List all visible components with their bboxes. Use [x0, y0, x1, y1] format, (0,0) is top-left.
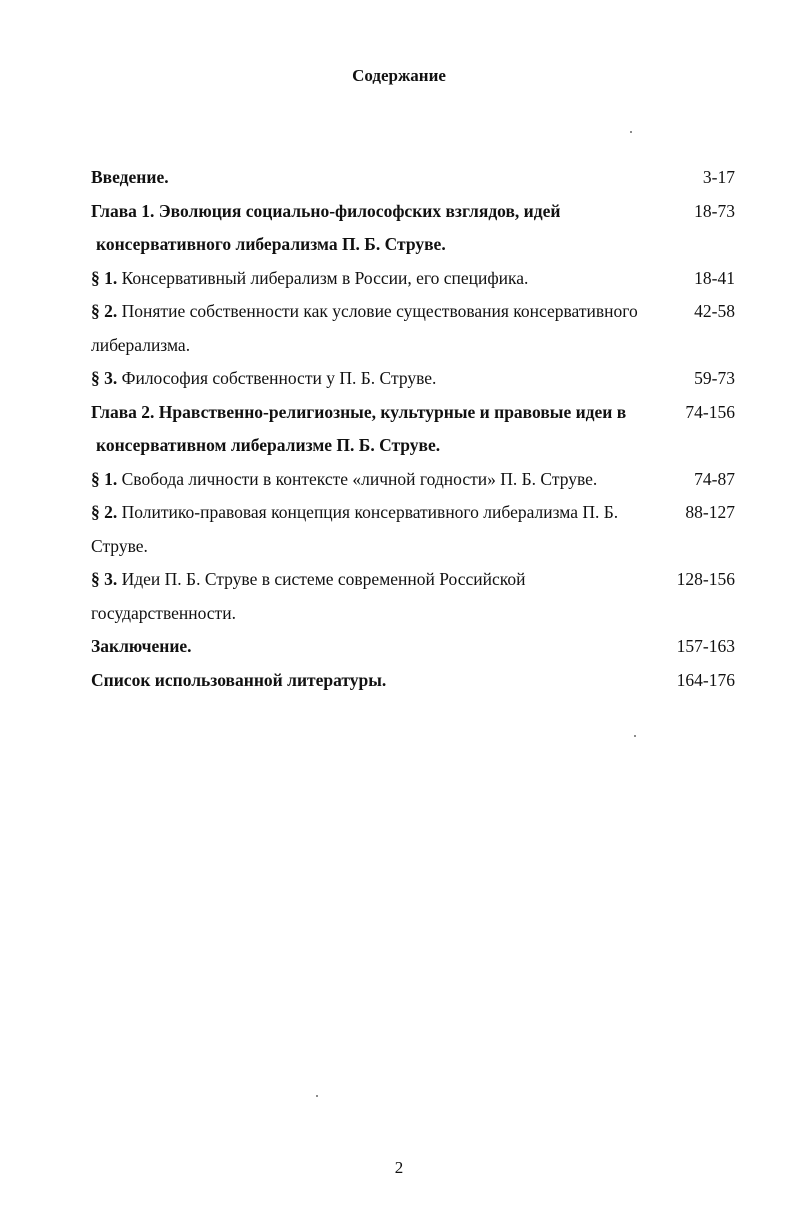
- toc-entry: [91, 563, 735, 630]
- toc-entry: [91, 295, 735, 362]
- toc-entry-text: [91, 262, 735, 296]
- toc-entry-title: Понятие собственности как условие существования консервативного: [121, 301, 638, 321]
- toc-entry-text: [91, 228, 735, 262]
- toc-entry-text: [91, 295, 735, 329]
- toc-entry-pages: 157-163: [676, 636, 735, 656]
- toc-entry-text: [91, 362, 735, 396]
- toc-entry-pages: 18-73: [694, 200, 735, 221]
- scan-speck: [316, 1095, 318, 1097]
- toc-entry: [91, 463, 735, 497]
- toc-entry-title: Глава 1. Эволюция социально-философских взглядов, идей: [91, 200, 561, 221]
- toc-entry-title: Идеи П. Б. Струве в системе современной Российской: [121, 569, 526, 589]
- toc-entry-title: консервативного либерализма П. Б. Струве.: [96, 234, 446, 254]
- toc-entry-text: [91, 329, 735, 363]
- toc-entry-title: Заключение.: [91, 636, 192, 656]
- toc-entry-title: Глава 2. Нравственно-религиозные, культурные и правовые идеи в: [91, 401, 627, 422]
- toc-entry-pages: 128-156: [676, 569, 735, 589]
- toc-entry: [91, 396, 735, 463]
- toc-entry-title: Философия собственности у П. Б. Струве.: [121, 368, 437, 388]
- toc-entry: [91, 262, 735, 296]
- toc-entry-text: [91, 630, 735, 664]
- toc-entry: [91, 161, 735, 195]
- toc-entry-title: Консервативный либерализм в России, его специфика.: [121, 267, 529, 288]
- page-number: 2: [394, 1158, 404, 1177]
- section-mark: § 3.: [91, 569, 118, 589]
- table-of-contents: [91, 161, 735, 697]
- toc-entry-title: Свобода личности в контексте «личной годности» П. Б. Струве.: [121, 468, 598, 489]
- toc-entry: [91, 496, 735, 563]
- toc-entry-text: [91, 530, 735, 564]
- toc-entry-text: [91, 195, 735, 229]
- toc-entry-title: Введение.: [91, 167, 169, 187]
- toc-entry-pages: 164-176: [676, 669, 735, 690]
- section-mark: § 2.: [91, 301, 118, 321]
- toc-entry-pages: 74-156: [685, 401, 735, 422]
- toc-entry-pages: 3-17: [702, 167, 735, 187]
- toc-entry-text: [91, 463, 735, 497]
- toc-entry-text: [91, 396, 735, 430]
- toc-entry-text: [91, 161, 735, 195]
- toc-entry-text: [91, 496, 735, 530]
- toc-entry-pages: 18-41: [694, 267, 735, 288]
- scan-speck: [630, 131, 632, 133]
- toc-entry-title: Струве.: [91, 535, 148, 556]
- toc-entry-pages: 74-87: [694, 468, 735, 489]
- toc-entry: [91, 664, 735, 698]
- toc-entry: [91, 630, 735, 664]
- section-mark: § 2.: [91, 502, 118, 522]
- toc-entry-pages: 42-58: [694, 301, 735, 321]
- section-mark: § 3.: [91, 368, 118, 388]
- toc-entry-title: либерализма.: [91, 334, 191, 355]
- toc-entry-title: Политико-правовая концепция консервативного либерализма П. Б.: [121, 502, 619, 522]
- toc-entry: [91, 195, 735, 262]
- page-title: Содержание: [352, 66, 446, 85]
- toc-entry-title: государственности.: [91, 602, 236, 623]
- toc-entry-title: Список использованной литературы.: [91, 669, 387, 690]
- toc-entry-title: консервативном либерализме П. Б. Струве.: [96, 435, 441, 455]
- section-mark: § 1.: [91, 468, 118, 489]
- toc-entry: [91, 362, 735, 396]
- toc-entry-pages: 59-73: [694, 368, 735, 388]
- scan-speck: [634, 735, 636, 737]
- toc-entry-pages: 88-127: [685, 502, 735, 522]
- toc-entry-text: [91, 664, 735, 698]
- toc-entry-text: [91, 429, 735, 463]
- toc-entry-text: [91, 597, 735, 631]
- section-mark: § 1.: [91, 267, 118, 288]
- toc-entry-text: [91, 563, 735, 597]
